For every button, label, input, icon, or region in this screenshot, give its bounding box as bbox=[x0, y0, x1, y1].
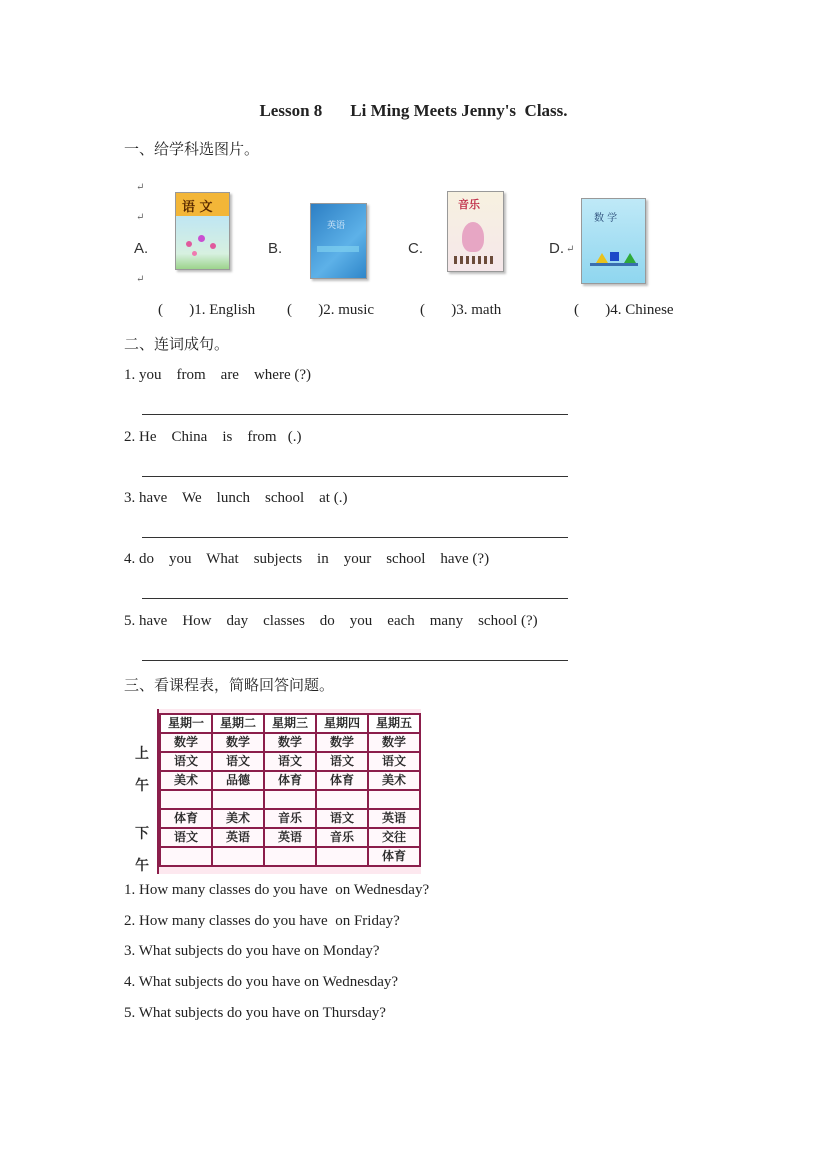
side-label: 午 bbox=[135, 778, 149, 794]
page-title bbox=[0, 101, 827, 121]
day-header: 星期一 bbox=[160, 714, 212, 733]
timetable-cell: 美术 bbox=[212, 809, 264, 828]
timetable-cell: 数学 bbox=[264, 733, 316, 752]
timetable-cell bbox=[316, 790, 368, 809]
lesson-name: Li Ming Meets Jenny's Class. bbox=[350, 101, 568, 120]
timetable-cell: 美术 bbox=[160, 771, 212, 790]
chinese-book-image[interactable] bbox=[175, 192, 230, 270]
timetable-cell: 数学 bbox=[316, 733, 368, 752]
timetable bbox=[125, 709, 421, 874]
timetable-cell: 语文 bbox=[316, 809, 368, 828]
side-label: 午 bbox=[135, 858, 149, 874]
option-b-label: B. bbox=[268, 240, 283, 257]
timetable-cell: 音乐 bbox=[264, 809, 316, 828]
timetable-cell: 体育 bbox=[160, 809, 212, 828]
answer-line[interactable] bbox=[142, 660, 568, 661]
question-1: 1. How many classes do you have on Wednesday? bbox=[124, 882, 430, 898]
side-label: 下 bbox=[135, 826, 149, 842]
day-header: 星期四 bbox=[316, 714, 368, 733]
scramble-item-5: 5. have How day classes do you each many school (?) bbox=[124, 613, 538, 629]
timetable-cell: 交往 bbox=[368, 828, 420, 847]
timetable-cell bbox=[212, 790, 264, 809]
timetable-cell: 体育 bbox=[264, 771, 316, 790]
match-item-1[interactable]: ( )1. English bbox=[158, 302, 256, 318]
lesson-number: Lesson 8 bbox=[259, 101, 323, 120]
answer-line[interactable] bbox=[142, 537, 568, 538]
option-a-label: A. bbox=[134, 240, 149, 257]
question-2: 2. How many classes do you have on Friday? bbox=[124, 913, 400, 929]
answer-line[interactable] bbox=[142, 414, 568, 415]
timetable-row bbox=[160, 733, 420, 752]
timetable-cell: 英语 bbox=[212, 828, 264, 847]
section3-heading: 三、看课程表，简略回答问题。 bbox=[124, 676, 335, 694]
timetable-cell: 英语 bbox=[368, 809, 420, 828]
timetable-row bbox=[160, 790, 420, 809]
timetable-cell bbox=[160, 847, 212, 866]
timetable-cell: 美术 bbox=[368, 771, 420, 790]
answer-line[interactable] bbox=[142, 476, 568, 477]
timetable-cell: 语文 bbox=[160, 752, 212, 771]
timetable-cell: 品德 bbox=[212, 771, 264, 790]
option-c-label: C. bbox=[408, 240, 423, 257]
match-item-3[interactable]: ( )3. math bbox=[420, 302, 502, 318]
book-cover-title: 数 学 bbox=[594, 213, 618, 224]
question-3: 3. What subjects do you have on Monday? bbox=[124, 943, 380, 959]
timetable-row bbox=[160, 771, 420, 790]
timetable-header-row bbox=[160, 714, 420, 733]
timetable-row bbox=[160, 752, 420, 771]
timetable-cell: 英语 bbox=[264, 828, 316, 847]
timetable-cell bbox=[160, 790, 212, 809]
timetable-cell: 体育 bbox=[316, 771, 368, 790]
timetable-cell: 体育 bbox=[368, 847, 420, 866]
timetable-cell: 数学 bbox=[368, 733, 420, 752]
day-header: 星期五 bbox=[368, 714, 420, 733]
timetable-cell bbox=[212, 847, 264, 866]
side-label: 上 bbox=[135, 746, 149, 762]
timetable-row bbox=[160, 828, 420, 847]
timetable-row bbox=[160, 809, 420, 828]
timetable-cell: 语文 bbox=[160, 828, 212, 847]
book-cover-title: 音乐 bbox=[458, 198, 480, 211]
timetable-cell bbox=[264, 847, 316, 866]
timetable-cell: 语文 bbox=[316, 752, 368, 771]
answer-line[interactable] bbox=[142, 598, 568, 599]
music-book-image[interactable] bbox=[447, 191, 504, 272]
match-item-4[interactable]: ( )4. Chinese bbox=[574, 302, 674, 318]
section2-heading: 二、连词成句。 bbox=[124, 335, 230, 353]
timetable-cell bbox=[316, 847, 368, 866]
return-mark-icon: ↵ bbox=[566, 244, 575, 255]
match-item-2[interactable]: ( )2. music bbox=[287, 302, 375, 318]
return-mark-icon: ↵ bbox=[136, 212, 145, 223]
section1-heading: 一、给学科选图片。 bbox=[124, 140, 260, 158]
day-header: 星期三 bbox=[264, 714, 316, 733]
timetable-cell: 数学 bbox=[160, 733, 212, 752]
day-header: 星期二 bbox=[212, 714, 264, 733]
timetable-cell bbox=[264, 790, 316, 809]
timetable-cell: 音乐 bbox=[316, 828, 368, 847]
book-cover-title: 英语 bbox=[327, 221, 346, 231]
math-book-image[interactable] bbox=[581, 198, 646, 284]
timetable-cell: 数学 bbox=[212, 733, 264, 752]
timetable-row bbox=[160, 847, 420, 866]
return-mark-icon: ↵ bbox=[136, 274, 145, 285]
scramble-item-4: 4. do you What subjects in your school have (?) bbox=[124, 551, 490, 567]
scramble-item-3: 3. have We lunch school at (.) bbox=[124, 490, 348, 506]
scramble-item-1: 1. you from are where (?) bbox=[124, 367, 312, 383]
timetable-cell: 语文 bbox=[368, 752, 420, 771]
timetable-cell: 语文 bbox=[212, 752, 264, 771]
scramble-item-2: 2. He China is from (.) bbox=[124, 429, 302, 445]
return-mark-icon: ↵ bbox=[136, 182, 145, 193]
option-d-label: D. bbox=[549, 240, 564, 257]
book-cover-title: 语 文 bbox=[182, 200, 213, 215]
question-4: 4. What subjects do you have on Wednesday? bbox=[124, 974, 399, 990]
timetable-grid bbox=[159, 713, 421, 867]
english-book-image[interactable] bbox=[310, 203, 367, 279]
timetable-cell bbox=[368, 790, 420, 809]
timetable-side bbox=[125, 709, 159, 874]
question-5: 5. What subjects do you have on Thursday? bbox=[124, 1005, 386, 1021]
timetable-cell: 语文 bbox=[264, 752, 316, 771]
